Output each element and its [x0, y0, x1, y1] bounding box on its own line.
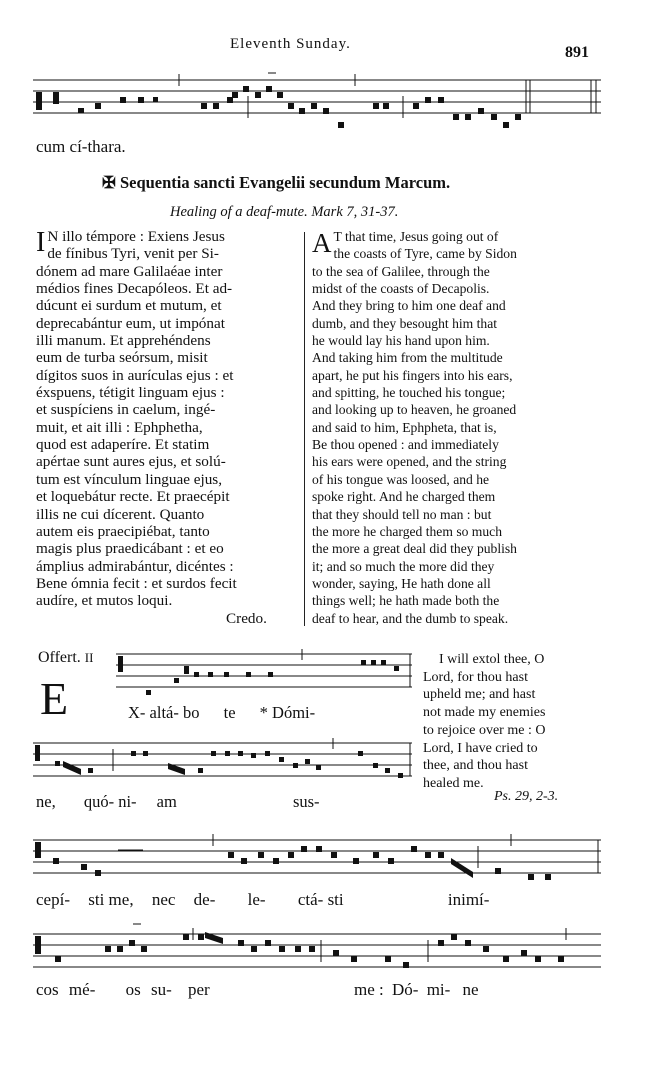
psalm-reference: Ps. 29, 2-3. — [494, 789, 559, 804]
chant-staff-3 — [33, 828, 601, 886]
chant-staff-4 — [33, 920, 601, 976]
offertory-label: Offert. II — [38, 649, 94, 666]
offertory-staff-2 — [33, 735, 414, 787]
sequence-subtitle: Healing of a deaf-mute. Mark 7, 31-37. — [170, 204, 399, 220]
page-number: 891 — [565, 44, 589, 61]
offertory-english: I will extol thee, O Lord, for thou hast upheld me; and hast not made my enemies to rejoice over me : O Lord, I have cried to thee, and thou hast healed me. — [423, 652, 546, 791]
english-gospel-text: A T that time, Jesus going out of the coasts of Tyre, came by Sidon to the sea of Galilee, through the midst of the coasts of Decapolis. And they bring to him one deaf and dumb, and they besought him that he would lay his hand upon him. And taking him from the multitude apart, he put his fingers into his ears, and spitting, he touched his tongue; and looking up to heaven, he groaned and said to him, Ephpheta, that is, Be thou opened : and immediately his ears were opened, and the string of his tongue was loosed, and he spoke right. And he charged them that they should tell no man : but the more he charged them so much the more a great deal did they publish it; and so much the more did they wonder, saying, He hath done all things well; he hath made both the deaf to hear, and the dumb to speak. — [312, 228, 517, 626]
latin-gospel-text: I N illo témpore : Exiens Jesus de fínibus Tyri, venit per Si- dónem ad mare Galilaéae inter médios fines Decapóleos. Et ad- dúcunt ei surdum et mutum, et deprecabántur eum, ut impónat illi manum. Et apprehéndens eum de turba seórsum, misit dígitos suos in aurículas ejus : et éxspuens, tétigit linguam ejus : et suspíciens in caelum, ingé- muit, et ait illi : Ephphetha, quod est adaperíre. Et statim apértae sunt aures ejus, et solú- tum est vínculum linguae ejus, et loquebátur recte. Et praecépit illis ne cui dícerent. Quanto autem eis praecipiébat, tanto magis plus praedicábant : et eo ámplius admirabántur, dicéntes : Bene ómnia fecit : et surdos fecit audíre, et mutos loqui. Credo. — [36, 228, 298, 627]
column-divider — [304, 232, 305, 626]
cross-icon: ✠ — [102, 173, 116, 192]
running-header: Eleventh Sunday. — [230, 36, 351, 52]
english-drop-cap: A — [312, 228, 332, 258]
credo: Credo. — [226, 609, 267, 627]
sequence-title: ✠ Sequentia sancti Evangelii secundum Marcum. — [102, 173, 451, 192]
chant-staff-1 — [33, 70, 601, 134]
chant-1-lyric: cum cí-thara. — [36, 137, 126, 156]
chant-3-lyric: cepí- sti me, nec de- le- ctá- sti inimí- — [36, 890, 490, 909]
offertory-lyric-2: ne, quó- ni- am sus- — [36, 792, 320, 811]
offertory-staff-1 — [116, 648, 414, 696]
offertory-initial: E — [40, 673, 69, 724]
chant-4-lyric: cos mé- os su- per me : Dó- mi- ne — [36, 980, 479, 999]
offertory-lyric-1: X- altá- bo te * Dómi- — [128, 703, 316, 722]
latin-drop-cap: I — [36, 227, 46, 258]
